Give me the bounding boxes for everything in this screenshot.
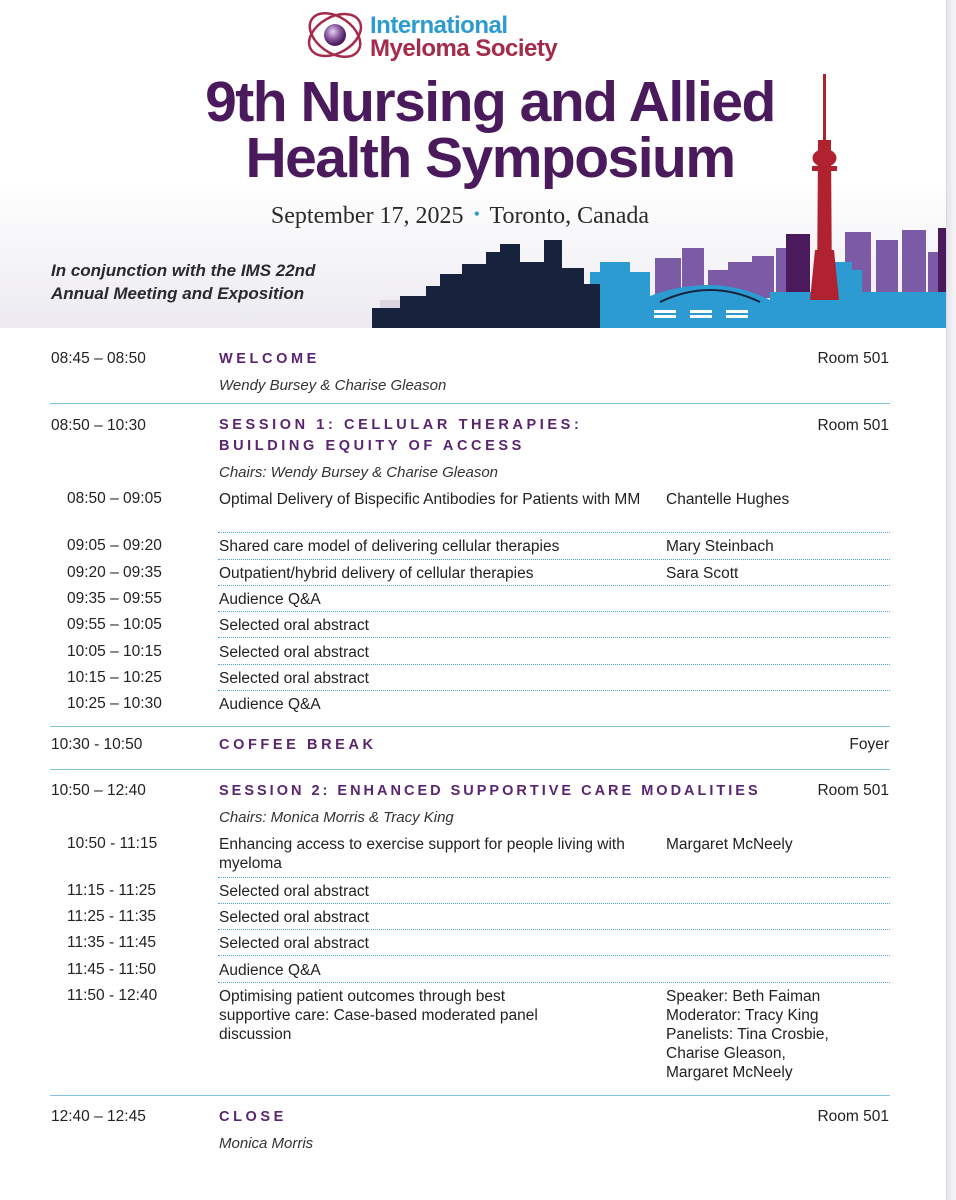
session-1-item-title: Audience Q&A [219,591,321,608]
close-room: Room 501 [817,1108,889,1125]
session-1-item-title: Selected oral abstract [219,644,369,661]
session-1-title-line-2: BUILDING EQUITY OF ACCESS [219,438,525,454]
dotted-divider [218,877,890,878]
session-2-item-speakers [666,987,829,1082]
close-title: CLOSE [219,1109,287,1125]
logo-line-international: International [370,12,508,39]
title-line-1: 9th Nursing and Allied [205,70,775,134]
session-2-item-time: 11:45 - 11:50 [67,961,157,978]
dotted-divider [218,585,890,586]
session-1-time: 08:50 – 10:30 [51,417,146,434]
dotted-divider [218,664,890,665]
session-2-title: SESSION 2: ENHANCED SUPPORTIVE CARE MODALITIES [219,783,761,799]
coffee-break-title: COFFEE BREAK [219,737,377,753]
speaker-line: Speaker: Beth Faiman [666,988,821,1005]
navy-buildings [372,240,600,328]
page-edge [946,0,956,1200]
dotted-divider [218,982,890,983]
divider [50,769,890,770]
session-2-item-speaker: Margaret McNeely [666,836,793,853]
myeloma-society-emblem-icon [302,2,368,68]
dotted-divider [218,690,890,691]
session-1-item-title: Outpatient/hybrid delivery of cellular therapies [219,565,534,582]
divider [50,726,890,727]
session-1-item-title: Audience Q&A [219,696,321,713]
event-date: September 17, 2025 [270,203,464,229]
session-2-item-time: 11:25 - 11:35 [67,908,157,925]
session-1-item-title: Optimal Delivery of Bispecific Antibodies for Patients with MM [219,491,641,508]
session-1-title-line-1: SESSION 1: CELLULAR THERAPIES: [219,417,583,433]
symposium-title [140,70,840,190]
session-1-chairs: Chairs: Wendy Bursey & Charise Gleason [219,464,499,481]
session-2-item-title: Enhancing access to exercise support for people living with myeloma [219,836,625,872]
session-1-item-time: 10:05 – 10:15 [67,643,162,660]
coffee-break-time: 10:30 - 10:50 [51,736,143,753]
session-2-chairs: Chairs: Monica Morris & Tracy King [219,809,454,826]
session-2-item-title: Selected oral abstract [219,909,369,926]
session-1-item-time: 10:15 – 10:25 [67,669,162,686]
session-2-item-time: 10:50 - 11:15 [67,835,158,852]
dotted-divider [218,955,890,956]
divider [50,403,890,404]
moderator-line: Moderator: Tracy King [666,1007,819,1024]
session-1-item-title: Selected oral abstract [219,617,369,634]
session-2-time: 10:50 – 12:40 [51,782,146,799]
logo-wordmark [370,14,557,60]
separator-dot: • [473,204,480,224]
panelists-line: Charise Gleason, [666,1045,786,1062]
session-2-item-time: 11:35 - 11:45 [67,934,157,951]
title-line-2: Health Symposium [245,126,735,190]
welcome-title: WELCOME [219,351,320,367]
dotted-divider [218,611,890,612]
dotted-divider [218,637,890,638]
session-2-item-title: Audience Q&A [219,962,321,979]
conjunction-line-1: In conjunction with the IMS 22nd [51,261,316,280]
welcome-hosts: Wendy Bursey & Charise Gleason [219,377,447,394]
dotted-divider [218,559,890,560]
session-1-room: Room 501 [817,417,889,434]
event-date-location [190,203,730,230]
session-2-item-time: 11:50 - 12:40 [67,987,158,1004]
dotted-divider [218,532,890,533]
session-1-item-speaker: Mary Steinbach [666,538,774,555]
close-host: Monica Morris [219,1135,314,1152]
session-1-item-time: 10:25 – 10:30 [67,695,162,712]
conjunction-note [51,259,315,305]
conjunction-line-2: Annual Meeting and Exposition [51,284,305,303]
session-1-item-speaker: Sara Scott [666,565,739,582]
session-2-room: Room 501 [817,782,889,799]
welcome-room: Room 501 [817,350,889,367]
ims-logo [300,2,620,68]
header-banner [0,0,946,328]
close-time: 12:40 – 12:45 [51,1108,146,1125]
session-2-item-title: Optimising patient outcomes through best supportive care: Case-based moderated panel discussion [219,988,538,1043]
dotted-divider [218,929,890,930]
logo-line-myeloma-society: Myeloma Society [370,35,558,62]
session-1-item-time: 08:50 – 09:05 [67,490,162,507]
session-1-item-title: Selected oral abstract [219,670,369,687]
session-1-item-time: 09:55 – 10:05 [67,616,162,633]
event-location: Toronto, Canada [489,203,650,229]
dotted-divider [218,903,890,904]
session-2-item-title: Selected oral abstract [219,883,369,900]
session-1-item-time: 09:05 – 09:20 [67,537,162,554]
panelists-line: Panelists: Tina Crosbie, [666,1026,829,1043]
session-2-item-time: 11:15 - 11:25 [67,882,157,899]
session-1-item-time: 09:20 – 09:35 [67,564,162,581]
panelists-line: Margaret McNeely [666,1064,793,1081]
divider [50,1095,890,1096]
session-2-item-title: Selected oral abstract [219,935,369,952]
coffee-break-room: Foyer [849,736,889,753]
session-1-item-time: 09:35 – 09:55 [67,590,162,607]
welcome-time: 08:45 – 08:50 [51,350,146,367]
session-1-item-speaker: Chantelle Hughes [666,491,790,508]
session-1-item-title: Shared care model of delivering cellular therapies [219,538,560,555]
